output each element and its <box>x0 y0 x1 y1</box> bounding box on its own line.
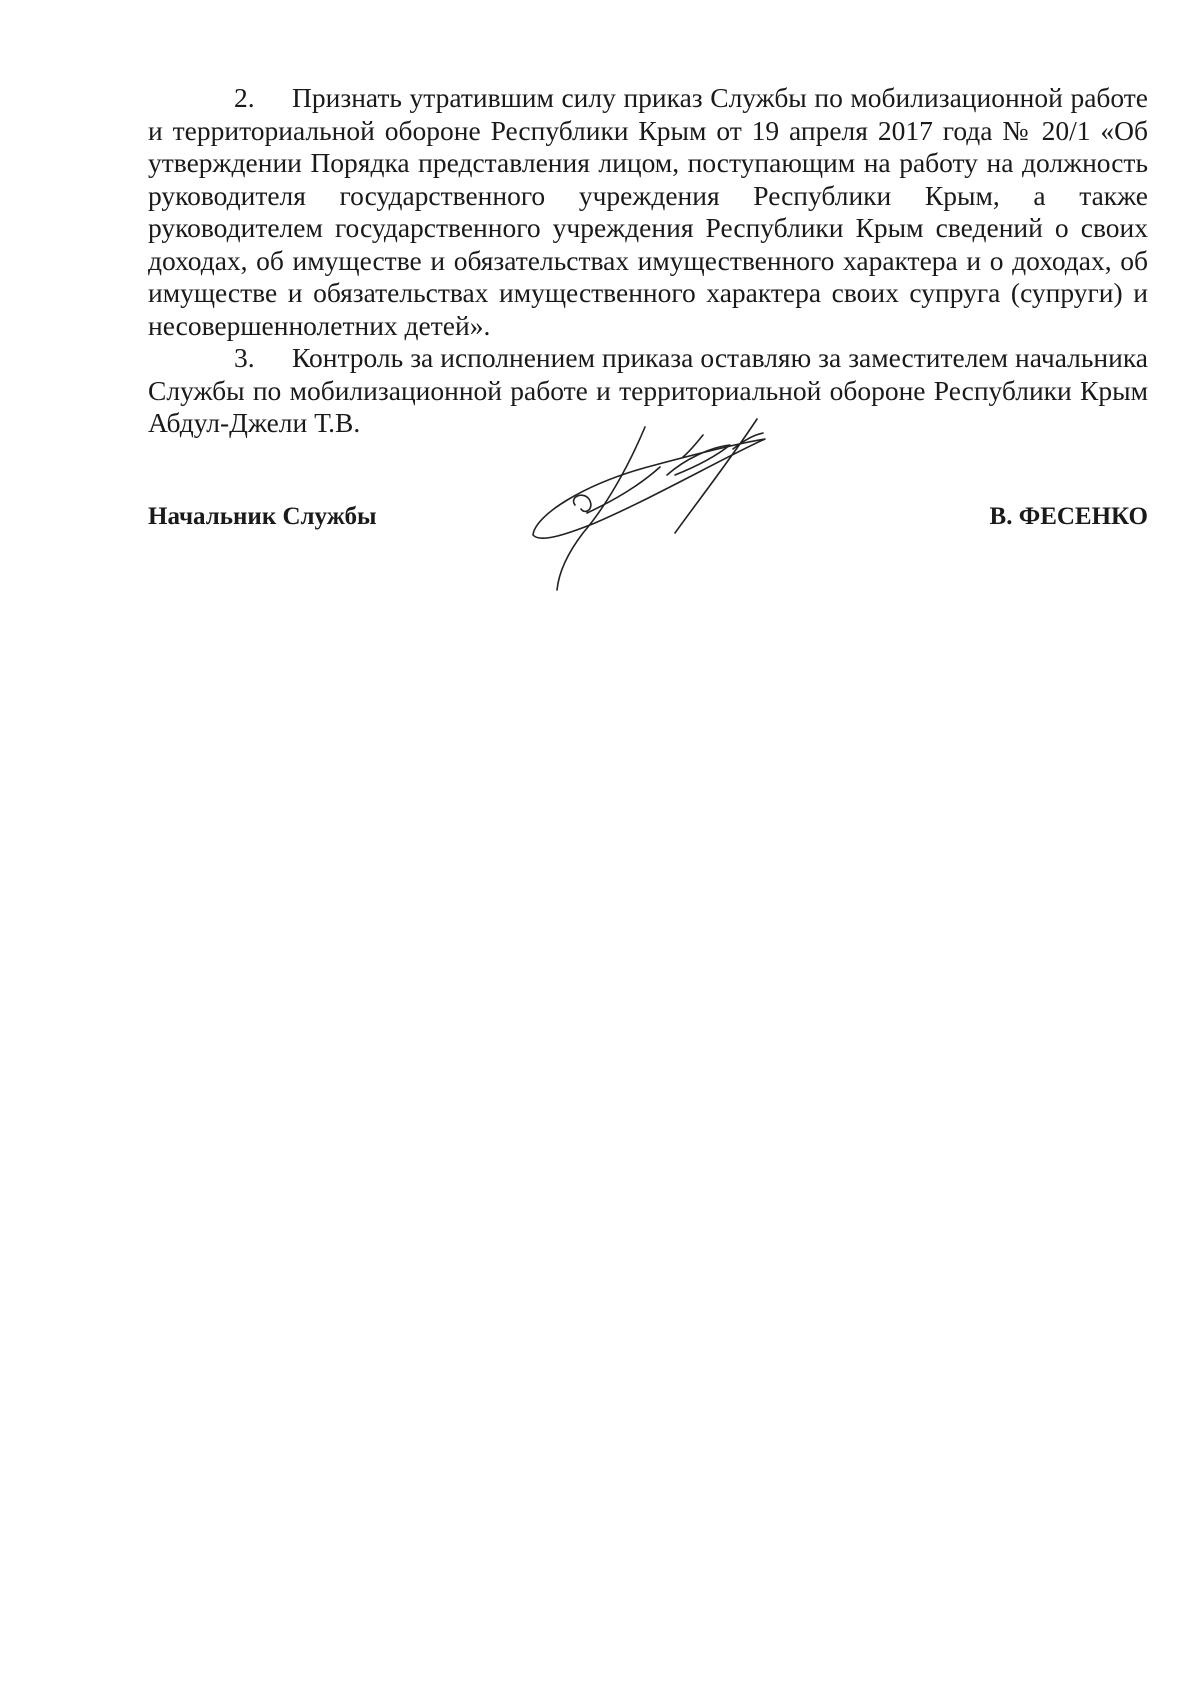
paragraph-text: Признать утратившим силу приказ Службы по мобилизационной работе и территориальной обороне Республики Крым от 19 апреля 2017 года № 20/1 «Об утверждении Порядка представления лицом, поступающим на работу на должность руководителя государственного учреждения Республики Крым, а также руководителем государственного учреждения Республики Крым сведений о своих доходах, об имуществе и обязательствах имущественного характера и о доходах, об имуществе и обязательствах имущественного характера своих супруга (супруги) и несовершеннолетних детей». <box>148 82 1148 341</box>
signature-block <box>148 503 1148 543</box>
signer-position-title: Начальник Службы <box>148 503 377 530</box>
paragraph-2 <box>148 82 1148 342</box>
paragraph-number: 3. <box>234 342 255 373</box>
paragraph-number: 2. <box>234 82 255 113</box>
document-body <box>148 82 1148 440</box>
paragraph-text: Контроль за исполнением приказа оставляю за заместителем начальника Службы по мобилизационной работе и территориальной обороне Республики Крым Абдул-Джели Т.В. <box>148 342 1148 438</box>
signer-name: В. ФЕСЕНКО <box>989 503 1148 530</box>
